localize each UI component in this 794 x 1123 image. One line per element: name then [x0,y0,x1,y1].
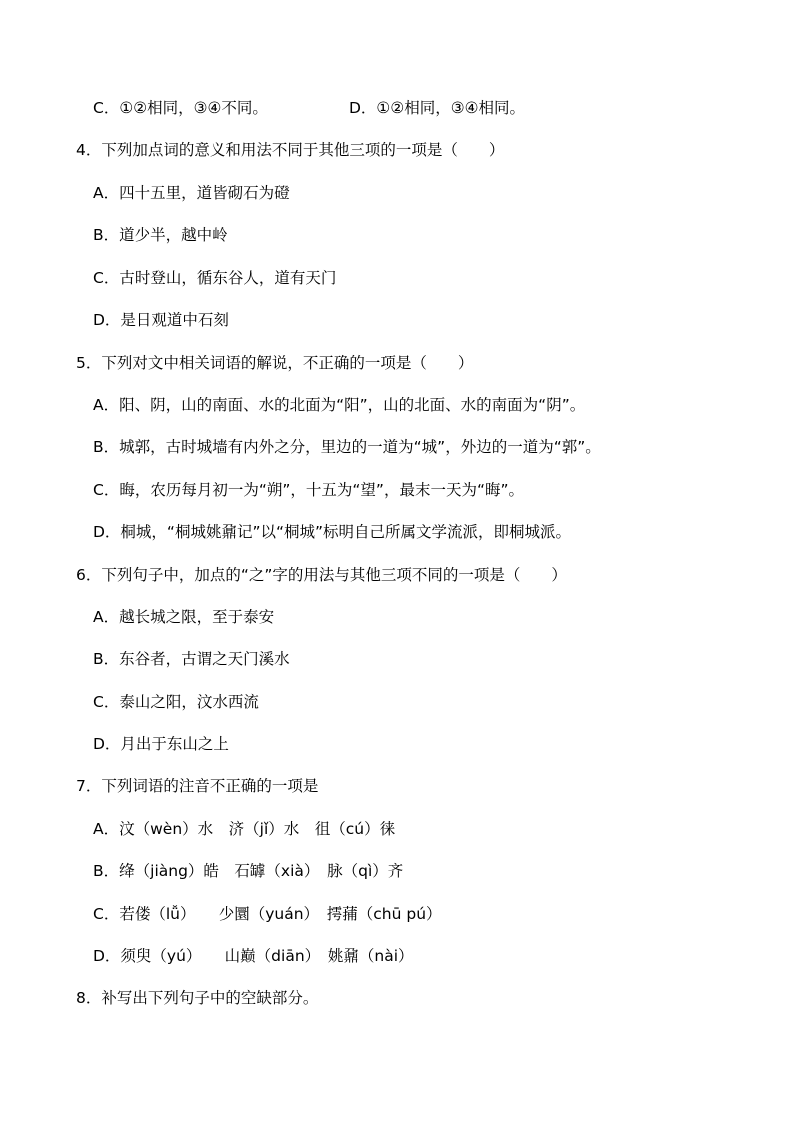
q6-option-c: C．泰山之阳，汶水西流 [93,693,259,711]
q7-option-b: B．绛（jiàng）皓 石罅（xià） 脉（qì）齐 [93,862,404,880]
q5-option-b: B．城郭，古时城墙有内外之分，里边的一道为“城”，外边的一道为“郭”。 [93,438,601,456]
q6-option-b: B．东谷者，古谓之天门溪水 [93,650,290,668]
q5-option-c: C．晦，农历每月初一为“朔”，十五为“望”，最末一天为“晦”。 [93,481,525,499]
q6-option-d: D．月出于东山之上 [93,735,229,753]
q3-option-c: C．①②相同，③④不同。 [93,99,268,117]
q7-option-a: A．汶（wèn）水 济（jǐ）水 徂（cú）徕 [93,820,396,838]
q6-stem: 6．下列句子中，加点的“之”字的用法与其他三项不同的一项是（ ） [76,566,567,584]
q5-option-a: A．阳、阴，山的南面、水的北面为“阳”，山的北面、水的南面为“阴”。 [93,396,586,414]
q4-option-a: A．四十五里，道皆砌石为磴 [93,184,290,202]
q4-option-d: D．是日观道中石刻 [93,311,229,329]
q5-option-d: D．桐城，“桐城姚鼐记”以“桐城”标明自己所属文学流派，即桐城派。 [93,523,572,541]
q8-stem: 8．补写出下列句子中的空缺部分。 [76,989,319,1007]
q7-option-c: C．若偻（lǚ） 少圜（yuán） 摴蒱（chū pú） [93,905,442,923]
q5-stem: 5．下列对文中相关词语的解说，不正确的一项是（ ） [76,354,474,372]
q7-stem: 7．下列词语的注音不正确的一项是 [76,777,319,795]
q7-option-d: D．须臾（yú） 山巅（diān） 姚鼐（nài） [93,947,414,965]
q4-stem: 4．下列加点词的意义和用法不同于其他三项的一项是（ ） [76,141,505,159]
q3-option-d: D．①②相同，③④相同。 [349,99,526,117]
q4-option-c: C．古时登山，循东谷人，道有天门 [93,269,337,287]
q6-option-a: A．越长城之限，至于泰安 [93,608,275,626]
q4-option-b: B．道少半，越中岭 [93,226,228,244]
